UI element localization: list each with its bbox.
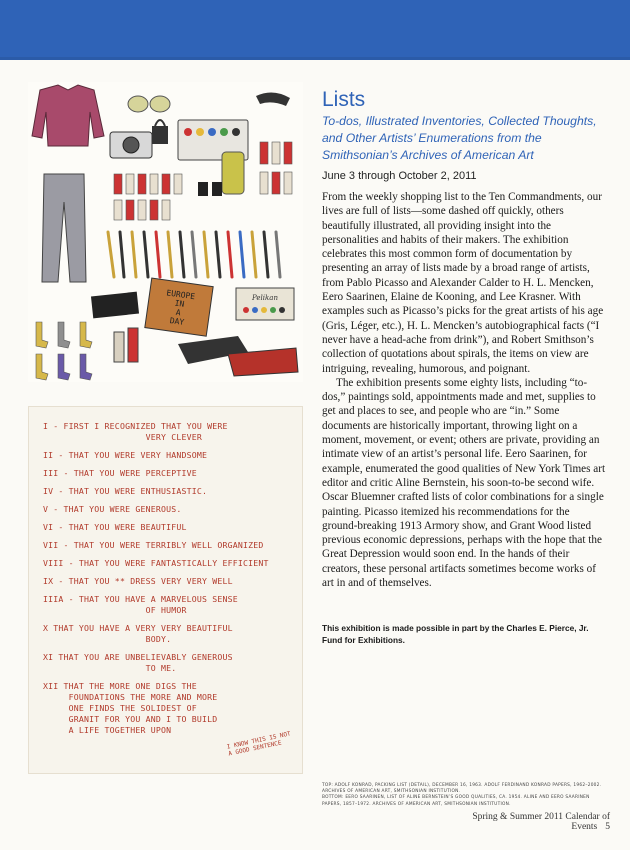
caption-top: TOP: ADOLF KONRAD, PACKING LIST (DETAIL), DECEMBER 16, 1963. ADOLF FERDINAND KONRAD PAPERS, 1962–2002. ARCHIVES OF AMERICAN ART, SMITHSONIAN INSTITUTION. — [322, 783, 602, 795]
shirt-drawing — [32, 85, 104, 146]
handwritten-line: I - FIRST I RECOGNIZED THAT YOU WERE VERY CLEVER — [43, 421, 228, 442]
handwritten-note: I KNOW THIS IS NOT A GOOD SENTENCE — [226, 730, 292, 758]
page-footer — [440, 812, 610, 832]
footer-text: Spring & Summer 2011 Calendar of Events — [472, 812, 610, 832]
handwritten-line: II - THAT YOU WERE VERY HANDSOME — [43, 450, 208, 460]
funding-credit: This exhibition is made possible in part by the Charles E. Pierce, Jr. Fund for Exhibitions. — [322, 623, 589, 645]
page-number: 5 — [605, 822, 610, 832]
exhibition-dates: June 3 through October 2, 2011 — [322, 170, 477, 182]
header-band — [0, 0, 630, 60]
box-label: Pelikan — [252, 294, 278, 302]
handwritten-line: III - THAT YOU WERE PERCEPTIVE — [43, 468, 197, 478]
packing-list-illustration — [28, 82, 303, 382]
body-paragraph: The exhibition presents some eighty lists, including “to-dos,” paintings sold, appointments made and met, supplies to get and places to see, and people who are “in.” Some documents are historically important, throwing light on a moment, movement, or event; others are private, providing an intimate view of an artist’s personal life. Eero Saarinen, for example, enumerated the good qualities of New York Times art editor and critic Aline Bernstein, his soon-to-be second wife. Oscar Bluemner crafted lists of color combinations for a single painting. Picasso itemized his recommendations for the ground-breaking 1913 Armory show, and Grant Wood listed previous economic depressions, perhaps with the hope that the Great Depression would soon end. In the hands of their creators, these personal artifacts sometimes become works of art in and of themselves. — [322, 376, 606, 590]
handwritten-line: VI - THAT YOU WERE BEAUTIFUL — [43, 522, 187, 532]
handwritten-line: V - THAT YOU WERE GENEROUS. — [43, 504, 182, 514]
pants-drawing — [42, 174, 86, 282]
handwritten-line: IX - THAT YOU ** DRESS VERY VERY WELL — [43, 576, 233, 586]
article-subtitle: To-dos, Illustrated Inventories, Collected Thoughts, and Other Artists’ Enumerations from the Smithsonian’s Archives of American Art — [322, 114, 597, 162]
handwritten-line: VII - THAT YOU WERE TERRIBLY WELL ORGANIZED — [43, 540, 264, 550]
handwritten-line: VIII - THAT YOU WERE FANTASTICALLY EFFICIENT — [43, 558, 269, 568]
body-paragraph: From the weekly shopping list to the Ten Commandments, our lives are full of lists—some dashed off quickly, others beautifully illustrated, all providing insight into the personalities and habits of their makers. The exhibition celebrates this most common form of documentation by presenting an array of lists made by a broad range of artists, from Pablo Picasso and Alexander Calder to H. L. Mencken, Eero Saarinen, Elaine de Kooning, and Lee Krasner. With examples such as Picasso’s picks for the great artists of his age (Gris, Léger, etc.), H. L. Mencken’s autobiographical facts (“I never have a head-ache from drink”), and Robert Smithson’s collection of quotations about spirals, the items on view are intriguing, revealing, humorous, and poignant. — [322, 191, 604, 375]
handwritten-list — [28, 406, 303, 774]
caption-bottom: BOTTOM: EERO SAARINEN, LIST OF ALINE BERNSTEIN’S GOOD QUALITIES, CA. 1954. ALINE AND EERO SAARINEN PAPERS, 1857–1972. ARCHIVES OF AMERICAN ART, SMITHSONIAN INSTITUTION. — [322, 795, 590, 807]
image-captions — [322, 783, 602, 808]
handwritten-line: XII THAT THE MORE ONE DIGS THE FOUNDATIONS THE MORE AND MORE ONE FINDS THE SOLIDEST OF GRANIT FOR YOU AND I TO BUILD A LIFE TOGETHER UPON — [43, 681, 218, 735]
sign-text: EUROPEINADAY — [165, 288, 196, 327]
article-title: Lists — [322, 88, 366, 111]
handwritten-line: IV - THAT YOU WERE ENTHUSIASTIC. — [43, 486, 208, 496]
handwritten-line: X THAT YOU HAVE A VERY VERY BEAUTIFUL BODY. — [43, 623, 233, 644]
article-body — [322, 190, 607, 590]
handwritten-line: IIIA - THAT YOU HAVE A MARVELOUS SENSE OF HUMOR — [43, 594, 238, 615]
handwritten-line: XI THAT YOU ARE UNBELIEVABLY GENEROUS TO ME. — [43, 652, 233, 673]
